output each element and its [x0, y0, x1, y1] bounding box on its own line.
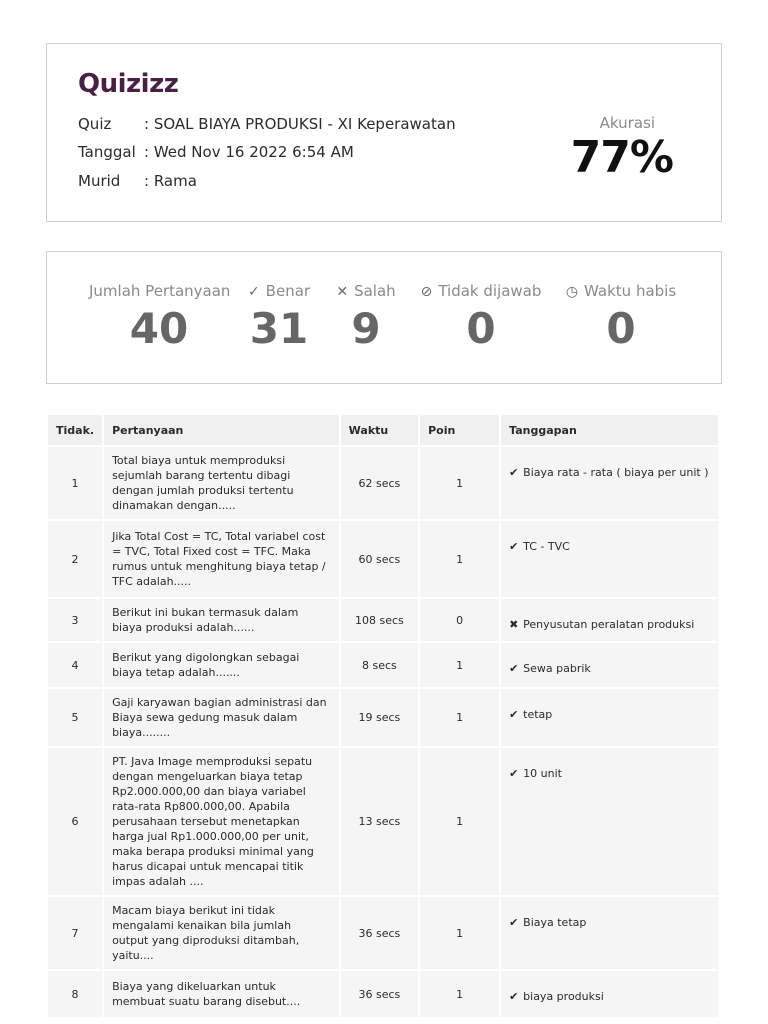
cross-icon: ✖ — [509, 618, 519, 631]
row-time: 36 secs — [341, 895, 420, 969]
stat-timeout — [563, 282, 679, 353]
row-response — [501, 641, 720, 687]
row-response — [501, 687, 720, 746]
stat-unanswered-value: 0 — [466, 304, 496, 353]
row-question: Berikut ini bukan termasuk dalam biaya produksi adalah...... — [104, 597, 341, 641]
responses-table — [48, 415, 720, 1017]
row-question: Jika Total Cost = TC, Total variabel cost = TVC, Total Fixed cost = TFC. Maka rumus untuk menghitung biaya tetap / TFC adalah..... — [104, 519, 341, 597]
row-response — [501, 597, 720, 641]
response-text: Penyusutan peralatan produksi — [523, 618, 695, 631]
stat-total-value: 40 — [129, 304, 189, 353]
row-question: Total biaya untuk memproduksi sejumlah barang tertentu dibagi dengan jumlah produksi tertentu dinamakan dengan..... — [104, 445, 341, 519]
stat-correct — [243, 282, 315, 353]
row-question: Biaya yang dikeluarkan untuk membuat suatu barang disebut.... — [104, 969, 341, 1017]
student-value: : Rama — [144, 172, 197, 190]
row-points: 1 — [420, 445, 501, 519]
quiz-value: : SOAL BIAYA PRODUKSI - XI Keperawatan — [144, 115, 456, 133]
row-points: 1 — [420, 969, 501, 1017]
row-question: Macam biaya berikut ini tidak mengalami kenaikan bila jumlah output yang diproduksi ditambah, yaitu.... — [104, 895, 341, 969]
row-points: 1 — [420, 519, 501, 597]
accuracy-value: 77% — [570, 132, 673, 183]
row-question: PT. Java Image memproduksi sepatu dengan mengeluarkan biaya tetap Rp2.000.000,00 dan biaya variabel rata-rata Rp800.000,00. Apabila perusahaan tersebut menetapkan harga jual Rp1.000.000,00 per unit, maka berapa produksi minimal yang harus dicapai untuk mencapai titik impas adalah .... — [104, 746, 341, 895]
row-time: 60 secs — [341, 519, 420, 597]
row-points: 1 — [420, 687, 501, 746]
stat-total-questions — [89, 282, 229, 353]
row-number: 6 — [48, 746, 104, 895]
response-text: Sewa pabrik — [523, 662, 591, 675]
quiz-row — [78, 115, 456, 133]
row-response — [501, 895, 720, 969]
row-time: 13 secs — [341, 746, 420, 895]
check-icon: ✓ — [247, 284, 260, 300]
row-number: 7 — [48, 895, 104, 969]
check-icon: ✔ — [509, 767, 519, 780]
col-response: Tanggapan — [501, 415, 720, 445]
row-response — [501, 969, 720, 1017]
quizizz-logo: Quizizz — [78, 69, 179, 99]
table-row — [48, 746, 720, 895]
stat-unanswered-label: Tidak dijawab — [438, 282, 542, 300]
stat-correct-value: 31 — [249, 304, 309, 353]
date-row — [78, 143, 354, 161]
response-text: tetap — [523, 708, 553, 721]
quiz-key: Quiz — [78, 115, 112, 133]
row-time: 62 secs — [341, 445, 420, 519]
row-time: 19 secs — [341, 687, 420, 746]
check-icon: ✔ — [509, 990, 519, 1003]
check-icon: ✔ — [509, 662, 519, 675]
stat-wrong — [331, 282, 401, 353]
row-time: 8 secs — [341, 641, 420, 687]
response-text: Biaya tetap — [523, 916, 587, 929]
row-question: Gaji karyawan bagian administrasi dan Biaya sewa gedung masuk dalam biaya........ — [104, 687, 341, 746]
row-number: 1 — [48, 445, 104, 519]
clock-icon: ◷ — [565, 284, 579, 300]
stat-unanswered — [417, 282, 545, 353]
row-points: 1 — [420, 746, 501, 895]
report-header-card — [46, 43, 722, 222]
row-time: 36 secs — [341, 969, 420, 1017]
row-question: Berikut yang digolongkan sebagai biaya tetap adalah....... — [104, 641, 341, 687]
check-icon: ✔ — [509, 916, 519, 929]
row-number: 3 — [48, 597, 104, 641]
response-text: 10 unit — [523, 767, 562, 780]
response-text: biaya produksi — [523, 990, 604, 1003]
table-row — [48, 445, 720, 519]
row-response — [501, 746, 720, 895]
student-key: Murid — [78, 172, 121, 190]
row-number: 8 — [48, 969, 104, 1017]
check-icon: ✔ — [509, 466, 519, 479]
table-row — [48, 641, 720, 687]
response-text: TC - TVC — [523, 540, 570, 553]
date-key: Tanggal — [78, 143, 136, 161]
stat-timeout-label: Waktu habis — [584, 282, 677, 300]
table-row — [48, 969, 720, 1017]
accuracy-label: Akurasi — [599, 114, 655, 132]
table-row — [48, 519, 720, 597]
row-points: 1 — [420, 895, 501, 969]
response-text: Biaya rata - rata ( biaya per unit ) — [523, 466, 709, 479]
col-no: Tidak. — [48, 415, 104, 445]
stat-wrong-label: Salah — [354, 282, 396, 300]
row-number: 4 — [48, 641, 104, 687]
stat-correct-label: Benar — [265, 282, 311, 300]
row-points: 0 — [420, 597, 501, 641]
table-row — [48, 687, 720, 746]
check-icon: ✔ — [509, 540, 519, 553]
table-row — [48, 895, 720, 969]
cross-icon: ✕ — [336, 284, 349, 300]
row-number: 5 — [48, 687, 104, 746]
date-value: : Wed Nov 16 2022 6:54 AM — [144, 143, 354, 161]
check-icon: ✔ — [509, 708, 519, 721]
stat-timeout-value: 0 — [606, 304, 636, 353]
table-row — [48, 597, 720, 641]
ban-icon: ⊘ — [420, 284, 433, 300]
row-points: 1 — [420, 641, 501, 687]
stat-wrong-value: 9 — [351, 304, 381, 353]
row-response — [501, 519, 720, 597]
stat-total-label: Jumlah Pertanyaan — [89, 282, 231, 300]
col-points: Poin — [420, 415, 501, 445]
row-number: 2 — [48, 519, 104, 597]
student-row — [78, 172, 197, 190]
table-header-row — [48, 415, 720, 445]
col-question: Pertanyaan — [104, 415, 341, 445]
row-response — [501, 445, 720, 519]
col-time: Waktu — [341, 415, 420, 445]
stats-card — [46, 251, 722, 384]
row-time: 108 secs — [341, 597, 420, 641]
